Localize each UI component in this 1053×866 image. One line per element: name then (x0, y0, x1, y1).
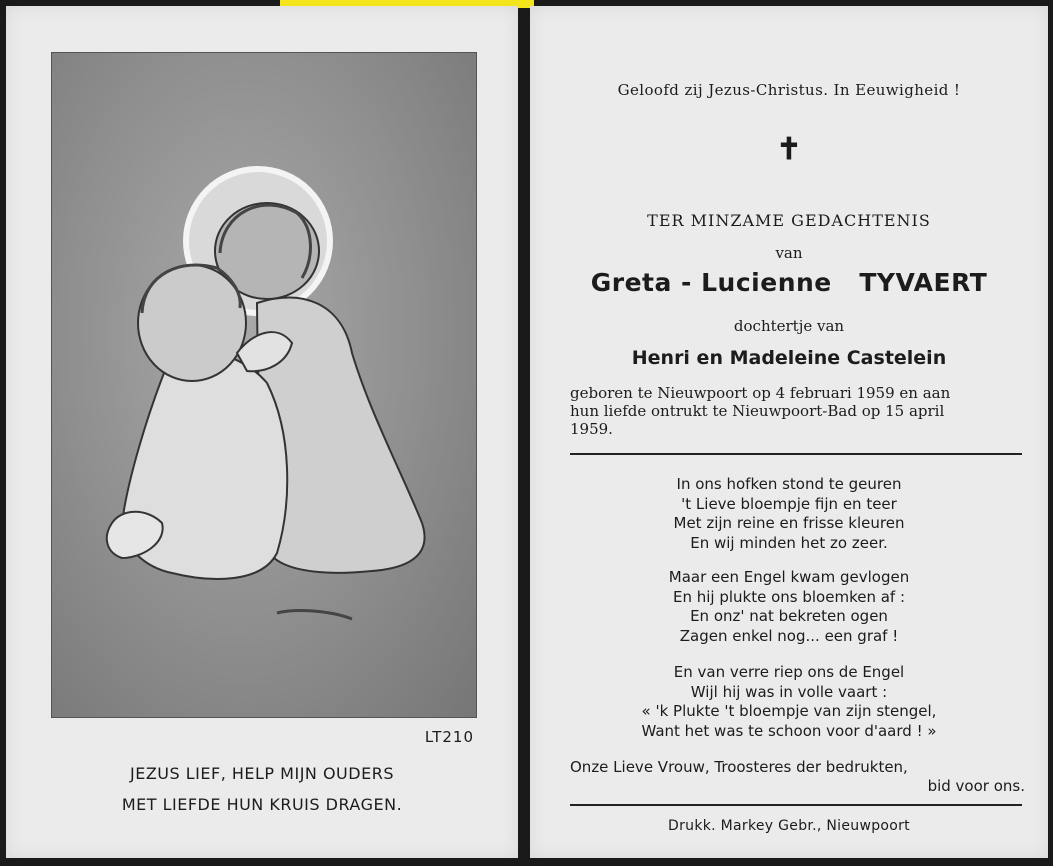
left-card-panel (6, 6, 518, 858)
poem-line: 't Lieve bloempje fijn en teer (681, 494, 897, 513)
invocation-line-1: Onze Lieve Vrouw, Troosteres der bedrukten, (570, 758, 908, 776)
right-child-feet (277, 611, 352, 619)
relation-text: dochtertje van (733, 317, 845, 335)
printer-credit: Drukk. Markey Gebr., Nieuwpoort (668, 818, 910, 834)
invocation-line-2: bid voor ons. (927, 777, 1025, 795)
memoriam-heading: TER MINZAME GEDACHTENIS (647, 211, 931, 230)
cross-icon: ✝ (776, 132, 802, 167)
bio-line-1: geboren te Nieuwpoort op 4 februari 1959 en aan (570, 384, 951, 402)
poem-stanza-3 (530, 663, 1048, 741)
header-text: Geloofd zij Jezus-Christus. In Eeuwigheid ! (617, 81, 961, 99)
parents-names: Henri en Madeleine Castelein (631, 347, 947, 369)
right-card-panel (530, 6, 1048, 858)
prayer-line-1: JEZUS LIEF, HELP MIJN OUDERS (130, 764, 394, 783)
two-children-embrace-illustration (52, 53, 476, 717)
poem-line: En hij plukte ons bloemken af : (672, 587, 906, 606)
bio-line-2: hun liefde ontrukt te Nieuwpoort-Bad op 15 april (570, 402, 945, 420)
poem-line: En onz' nat bekreten ogen (690, 607, 888, 625)
van-text: van (775, 244, 803, 262)
poem-line: Maar een Engel kwam gevlogen (668, 568, 910, 586)
divider-top (570, 453, 1022, 455)
poem-line: En wij minden het zo zeer. (690, 533, 888, 552)
invocation (570, 758, 1025, 796)
poem-line: Want het was te schoon voor d'aard ! » (641, 721, 937, 740)
poem-stanza-2 (530, 568, 1048, 646)
poem-line: Met zijn reine en frisse kleuren (673, 514, 905, 532)
catalog-code: LT210 (424, 728, 474, 746)
prayer-line-2: MET LIEFDE HUN KRUIS DRAGEN. (121, 795, 403, 814)
poem-line: Zagen enkel nog... een graf ! (679, 626, 899, 645)
poem-line: « 'k Plukte 't bloempje van zijn stengel, (641, 702, 937, 720)
biography (570, 384, 1025, 438)
holy-picture (51, 52, 477, 718)
poem-line: Wijl hij was in volle vaart : (690, 682, 888, 701)
poem-line: En van verre riep ons de Engel (673, 663, 905, 681)
poem-line: In ons hofken stond te geuren (676, 475, 902, 493)
deceased-name: Greta - Lucienne TYVAERT (590, 268, 988, 297)
bio-line-3: 1959. (570, 420, 613, 438)
divider-bottom (570, 804, 1022, 806)
poem-stanza-1 (530, 475, 1048, 553)
